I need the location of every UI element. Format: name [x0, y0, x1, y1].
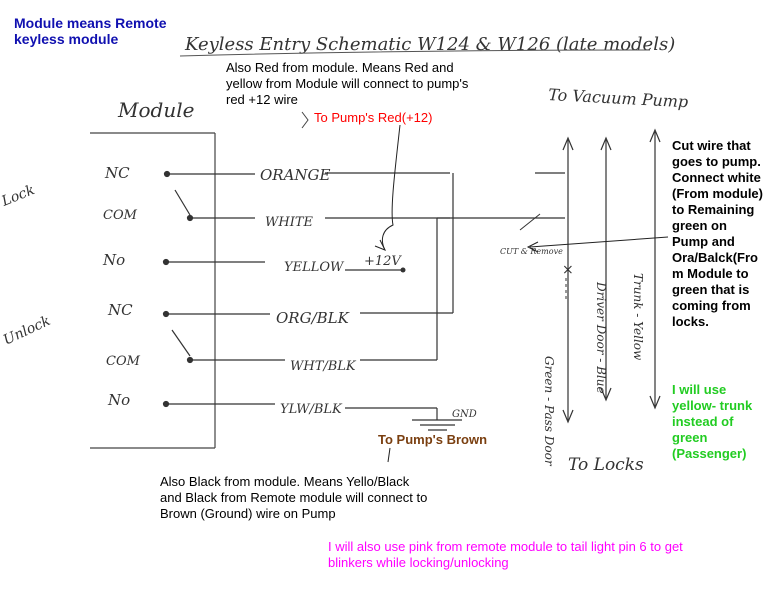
- vacuum-pump-label: To Vacuum Pump: [547, 85, 689, 112]
- terminal-nc-2: NC: [108, 301, 133, 319]
- driver-door-blue-label: Driver Door - Blue: [594, 282, 608, 394]
- trunk-yellow-label: Trunk - Yellow: [631, 273, 645, 361]
- terminal-no-1: No: [103, 251, 126, 269]
- brown-pointer-line: [388, 448, 390, 462]
- black-wire-note: Also Black from module. Means Yello/Black and Black from Remote module will connect to Brown (Ground) wire on Pump: [160, 474, 428, 521]
- red-wire-note: Also Red from module. Means Red and yellow from Module will connect to pump's red +12 wire: [226, 60, 469, 107]
- wire-label-wht-blk: WHT/BLK: [290, 359, 356, 374]
- gnd-label: GND: [452, 409, 477, 420]
- to-pump-red-label: To Pump's Red(+12): [314, 110, 433, 125]
- cut-x-mark: ×: [562, 262, 574, 278]
- yellow-trunk-note: I will use yellow- trunk instead of green (Passenger): [672, 382, 753, 461]
- terminal-no-2: No: [108, 391, 131, 409]
- ground-symbol: [412, 409, 477, 430]
- terminal-com-1: COM: [103, 208, 137, 223]
- lock-relay-switch: [164, 172, 266, 265]
- terminal-nc-1: NC: [105, 164, 130, 182]
- wire-label-ylw-blk: YLW/BLK: [280, 402, 342, 417]
- header-note: Module means Remote keyless module: [14, 15, 167, 47]
- module-label: Module: [118, 98, 195, 122]
- unlock-label: Unlock: [0, 312, 54, 349]
- to-pump-brown-label: To Pump's Brown: [378, 432, 488, 447]
- schematic-title: Keyless Entry Schematic W124 & W126 (late models): [185, 34, 676, 55]
- wire-label-org-blk: ORG/BLK: [276, 309, 349, 327]
- cut-remove-label: CUT & Remove: [500, 247, 563, 256]
- wire-label-orange: ORANGE: [260, 166, 331, 184]
- red-pointer-line: [382, 125, 400, 250]
- plus-12v-label: +12V: [364, 254, 401, 269]
- wire-label-white: WHITE: [265, 215, 313, 230]
- terminal-com-2: COM: [106, 354, 140, 369]
- cut-wire-note: Cut wire that goes to pump. Connect white (From module) to Remaining green on Pump and Ora/Balck(From Module to green that is coming from locks.: [672, 138, 763, 329]
- plus-12v-node: [345, 254, 406, 273]
- pink-wire-note: I will also use pink from remote module to tail light pin 6 to get blinkers while locking/unlocking: [328, 539, 683, 570]
- lock-label: Lock: [0, 182, 38, 210]
- wire-runs: [325, 173, 565, 420]
- cut-pointer-line: [530, 237, 668, 247]
- cut-marker-slash: [520, 214, 540, 230]
- to-locks-label: To Locks: [568, 455, 644, 475]
- green-pass-door-label: Green - Pass Door: [542, 356, 556, 466]
- wire-label-yellow: YELLOW: [284, 260, 344, 275]
- unlock-relay-switch: [164, 312, 286, 407]
- red-note-tick: [302, 112, 308, 128]
